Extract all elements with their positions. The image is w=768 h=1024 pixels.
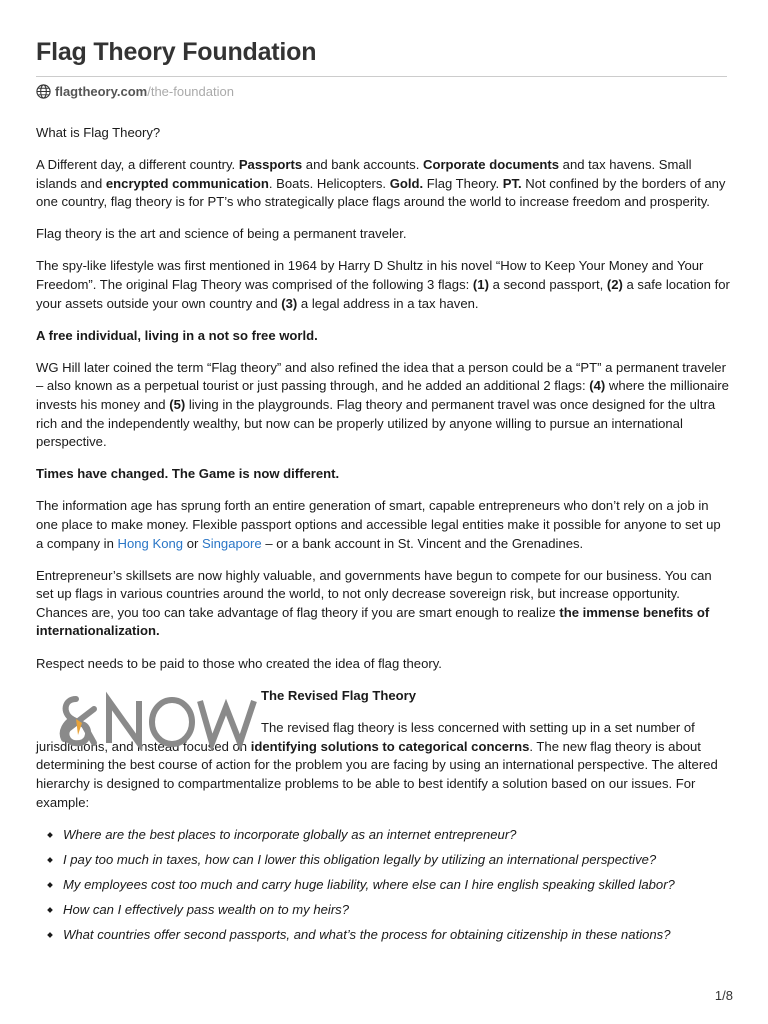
paragraph: A Different day, a different country. Passports and bank accounts. Corporate documents and tax havens. Small islands and encrypted communication. Boats. Helicopters. Gold. Flag Theory. PT. Not confined by the borders of any one country, flag theory is for PT’s who strategically place flags around the world to increase freedom and prosperity. (36, 157, 726, 210)
paragraph: What is Flag Theory? (36, 125, 161, 140)
paragraph: The revised flag theory is less concerned with setting up in a set number of jurisdictions, and instead focused on identifying solutions to categorical concerns. The new flag theory is about determining the best course of action for the problem you are facing by using an international perspective. The altered hierarchy is designed to compartmentalize problems to be able to best identify a solution based on our issues. For example: (36, 720, 718, 810)
section-heading: A free individual, living in a not so free world. (36, 327, 318, 343)
singapore-link[interactable]: Singapore (201, 535, 262, 551)
paragraph: Entrepreneur’s skillsets are now highly valuable, and governments have begun to compete for our business. You can set up flags in various countries around the world, to not only decrease sovereign risk, but increase opportunity. Chances are, you too can take advantage of flag theory if you are smart enough to realize the immense benefits of internationalization. (36, 567, 712, 639)
paragraph: Flag theory is the art and science of being a permanent traveler. (36, 226, 407, 242)
svg-text:&NOW: &NOW (54, 690, 58, 692)
section-heading: The Revised Flag Theory (261, 687, 416, 703)
paragraph: The information age has sprung forth an entire generation of smart, capable entrepreneurs who don’t rely on a job in one place to make money. Flexible passport options and accessible legal entities make it possible for anyone to set up a company in Hong Kong or Singapore – or a bank account in St. Vincent and the Grenadines. (36, 498, 721, 551)
section-heading: Times have changed. The Game is now different. (36, 466, 340, 482)
list-item: How can I effectively pass wealth on to my heirs? (36, 901, 731, 920)
source-url[interactable] (36, 84, 234, 99)
page-indicator: 1/8 (714, 988, 733, 1003)
list-item: Where are the best places to incorporate globally as an internet entrepreneur? (36, 826, 731, 845)
paragraph: Respect needs to be paid to those who created the idea of flag theory. (36, 655, 442, 671)
list-item: What countries offer second passports, and what’s the process for obtaining citizenship in these nations? (36, 926, 731, 945)
source-path[interactable]: /the-foundation (147, 84, 234, 99)
paragraph: The spy-like lifestyle was first mentioned in 1964 by Harry D Shultz in his novel “How to Keep Your Money and Your Freedom”. The original Flag Theory was comprised of the following 3 flags: (1) a second passport, (2) a safe location for your assets outside your own country and (3) a legal address in a tax haven. (36, 258, 730, 311)
article-body (36, 124, 731, 951)
paragraph: WG Hill later coined the term “Flag theory” and also refined the idea that a person could be a “PT” a permanent traveler – also known as a perpetual tourist or just passing through, and he added an additional 2 flags: (4) where the millionaire invests his money and (5) living in the playgrounds. Flag theory and permanent travel was once designed for the ultra rich and the independently wealthy, but now can be properly utilized by anyone willing to pursue an international perspective. (36, 359, 729, 450)
page-title: Flag Theory Foundation (36, 38, 317, 66)
title-divider (36, 76, 727, 77)
list-item: I pay too much in taxes, how can I lower this obligation legally by utilizing an international perspective? (36, 851, 731, 870)
list-item: My employees cost too much and carry huge liability, where else can I hire english speaking skilled labor? (36, 876, 731, 895)
globe-icon (36, 84, 51, 99)
hong-kong-link[interactable]: Hong Kong (117, 535, 184, 551)
revised-section (36, 687, 731, 813)
and-now-logo (54, 691, 262, 751)
example-questions-list (36, 826, 731, 945)
source-domain[interactable]: flagtheory.com (55, 84, 148, 99)
